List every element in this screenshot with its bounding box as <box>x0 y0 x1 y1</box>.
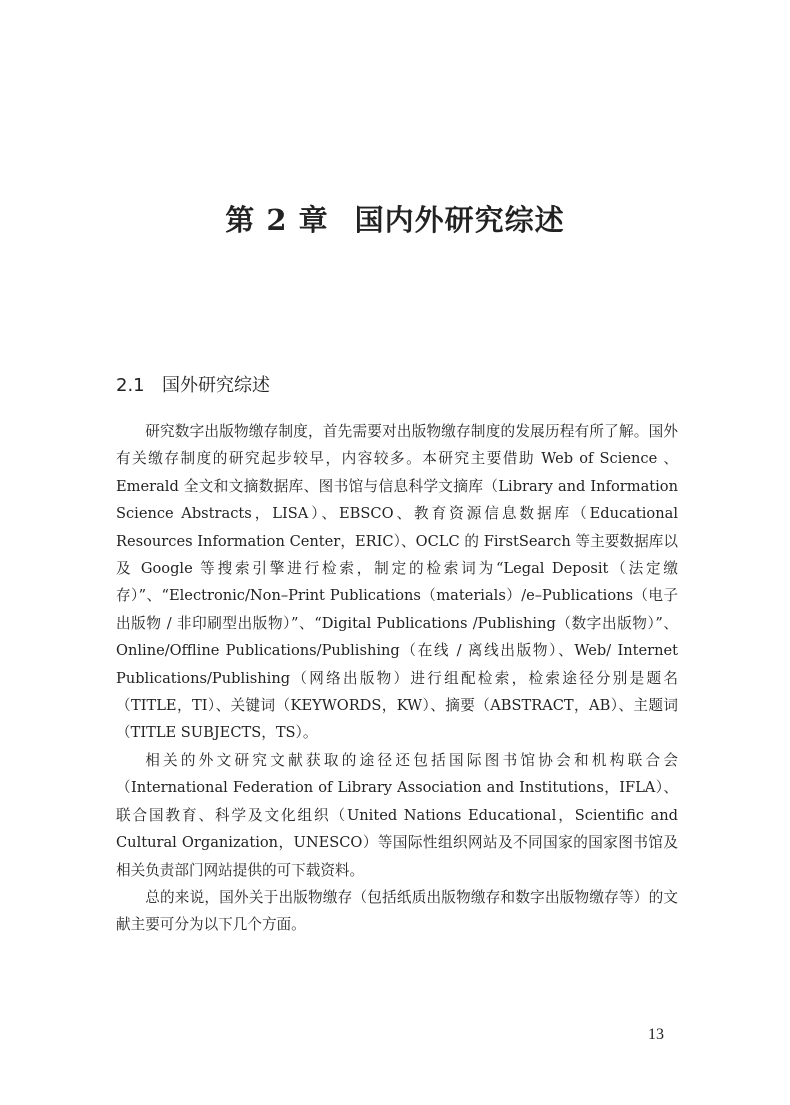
section-number: 2.1 <box>116 375 145 396</box>
paragraph-summary: 总的来说，国外关于出版物缴存（包括纸质出版物缴存和数字出版物缴存等）的文献主要可分为以下几个方面。 <box>116 888 678 934</box>
page-number: 13 <box>648 1026 664 1043</box>
section-heading <box>116 371 270 397</box>
paragraph-search-method: 研究数字出版物缴存制度，首先需要对出版物缴存制度的发展历程有所了解。国外有关缴存制度的研究起步较早，内容较多。本研究主要借助 Web of Science 、Emerald 全文和文摘数据库、图书馆与信息科学文摘库（Library and Information Science Abstracts，LISA）、EBSCO、教育资源信息数据库（Educational Resources Information Center，ERIC）、OCLC 的 FirstSearch 等主要数据库以及 Google 等搜索引擎进行检索，制定的检索词为“Legal Deposit（法定缴存）”、“Electronic/Non–Print Publications（materials）/e–Publications（电子出版物 / 非印刷型出版物）”、“Digital Publications /Publishing（数字出版物）”、Online/Offline Publications/Publishing（在线 / 离线出版物）、Web/ Internet Publications/Publishing（网络出版物）进行组配检索，检索途径分别是题名（TITLE，TI）、关键词（KEYWORDS，KW）、摘要（ABSTRACT，AB）、主题词（TITLE SUBJECTS，TS）。 <box>116 423 678 742</box>
chapter-title-text: 国内外研究综述 <box>354 203 565 237</box>
body-text <box>116 418 678 939</box>
section-title: 国外研究综述 <box>162 375 270 396</box>
chapter-title <box>0 198 790 239</box>
paragraph-other-sources: 相关的外文研究文献获取的途径还包括国际图书馆协会和机构联合会（International Federation of Library Association and Institutions，IFLA）、联合国教育、科学及文化组织（United Nations Educational，Scientific and Cultural Organization，UNESCO）等国际性组织网站及不同国家的国家图书馆及相关负责部门网站提供的可下载资料。 <box>116 751 678 879</box>
chapter-number-label: 第 2 章 <box>225 203 329 237</box>
